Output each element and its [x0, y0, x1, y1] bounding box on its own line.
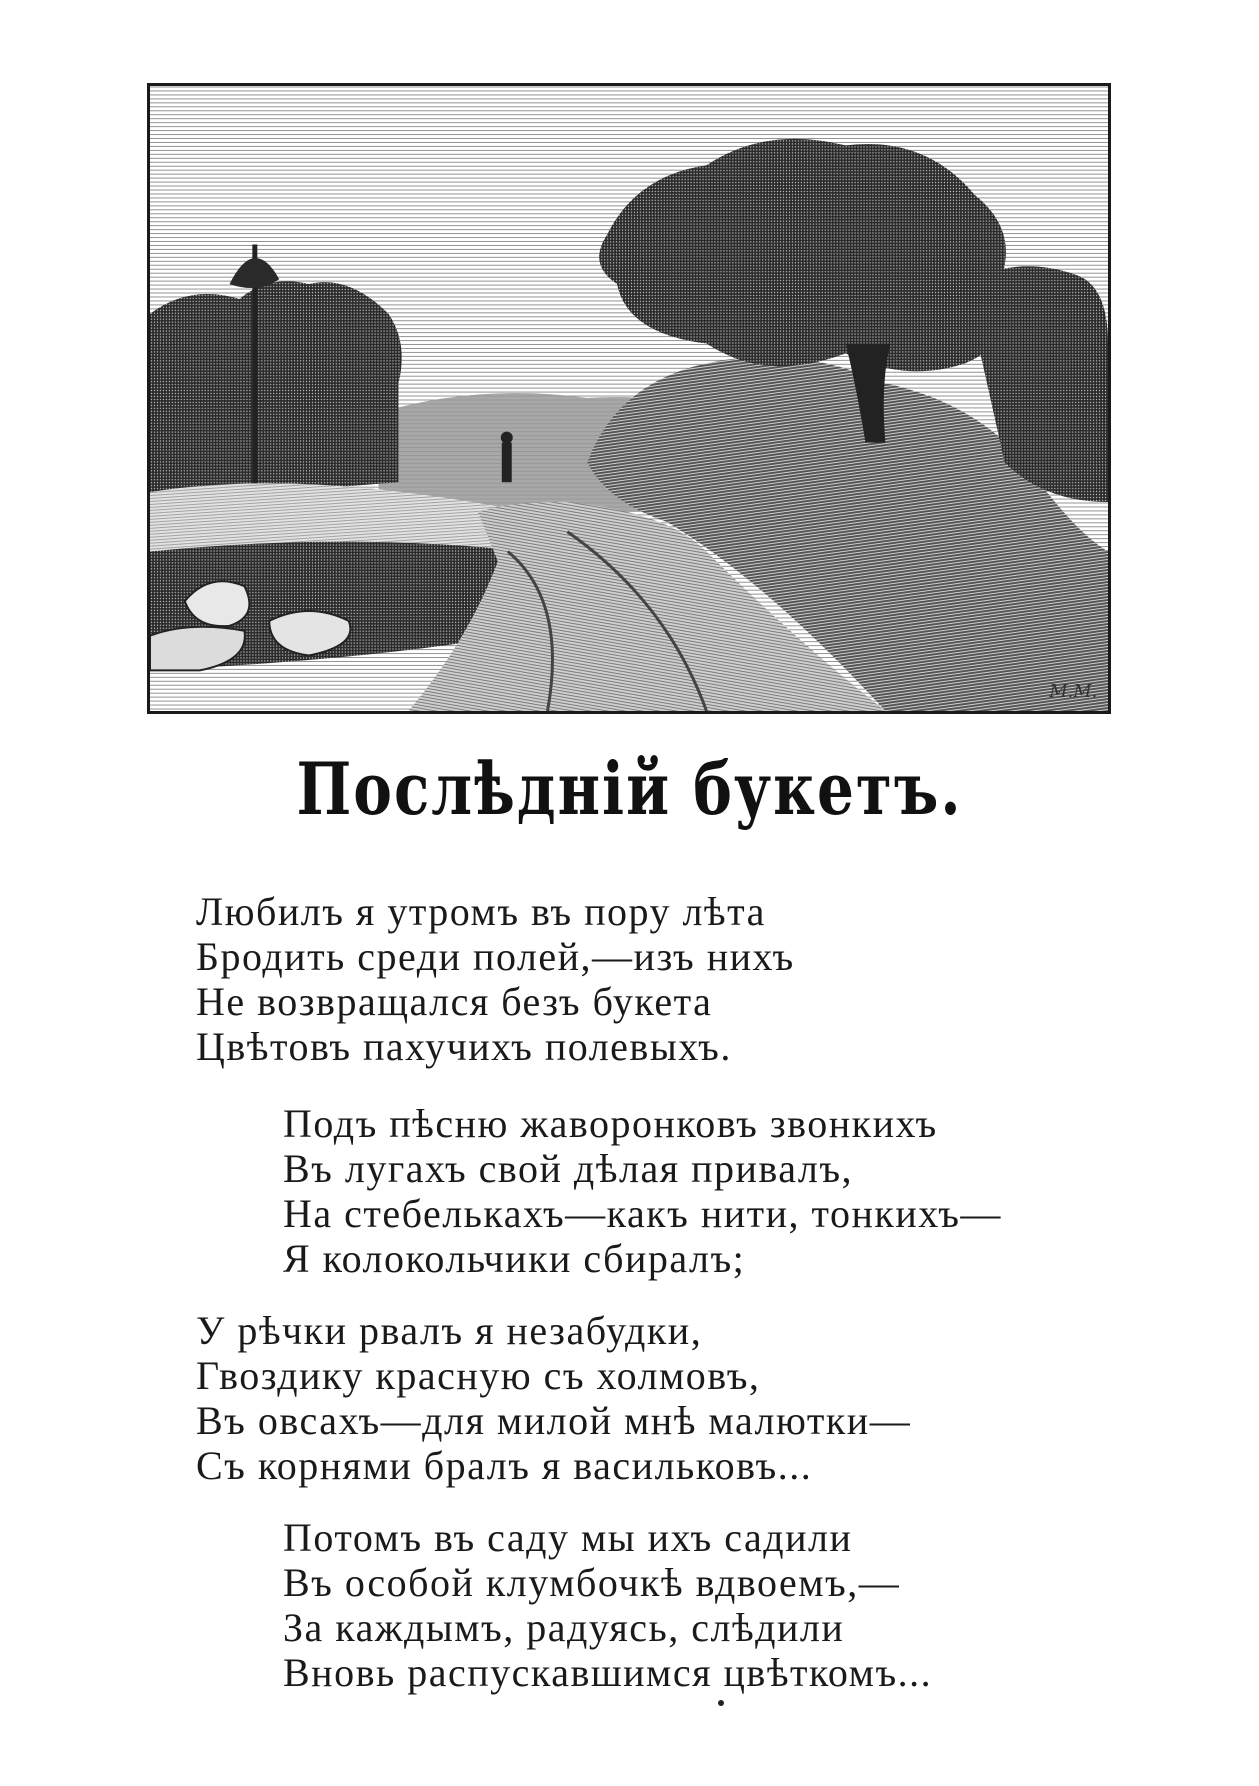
stanza-1 [196, 889, 795, 1069]
poem-line: Вновь распускавшимся цвѣткомъ... [283, 1650, 933, 1695]
poem-line: За каждымъ, радуясь, слѣдили [283, 1605, 845, 1650]
stanza-3 [196, 1308, 911, 1488]
poem-line: Не возвращался безъ букета [196, 979, 713, 1024]
poem-line: Въ овсахъ—для милой мнѣ малютки— [196, 1398, 912, 1443]
poem-line: Въ лугахъ свой дѣлая привалъ, [283, 1146, 854, 1191]
poem-line: Въ особой клумбочкѣ вдвоемъ,— [283, 1560, 901, 1605]
poem-line: Цвѣтовъ пахучихъ полевыхъ. [196, 1024, 732, 1069]
poem-line: Подъ пѣсню жаворонковъ звонкихъ [283, 1101, 938, 1146]
poem-line: На стебелькахъ—какъ нити, тонкихъ— [283, 1191, 1002, 1236]
poem-line: Я колокольчики сбиралъ; [283, 1236, 746, 1281]
ornament-dot [718, 1700, 724, 1706]
poem-line: Съ корнями бралъ я васильковъ... [196, 1443, 813, 1488]
poem-line: Любилъ я утромъ въ пору лѣта [196, 889, 766, 934]
poem-line: Бродить среди полей,—изъ нихъ [196, 934, 795, 979]
landscape-engraving [147, 83, 1111, 714]
engraving-monogram: M.M. [1049, 681, 1098, 703]
poem-line: Потомъ въ саду мы ихъ садили [283, 1515, 853, 1560]
poem-line: Гвоздику красную съ холмовъ, [196, 1353, 761, 1398]
stanza-4 [283, 1515, 932, 1695]
engraving-illustration [150, 86, 1108, 711]
poem-title: Послѣдній букетъ. [296, 746, 963, 832]
poem-line: У рѣчки рвалъ я незабудки, [196, 1308, 703, 1353]
stanza-2 [283, 1101, 1002, 1281]
